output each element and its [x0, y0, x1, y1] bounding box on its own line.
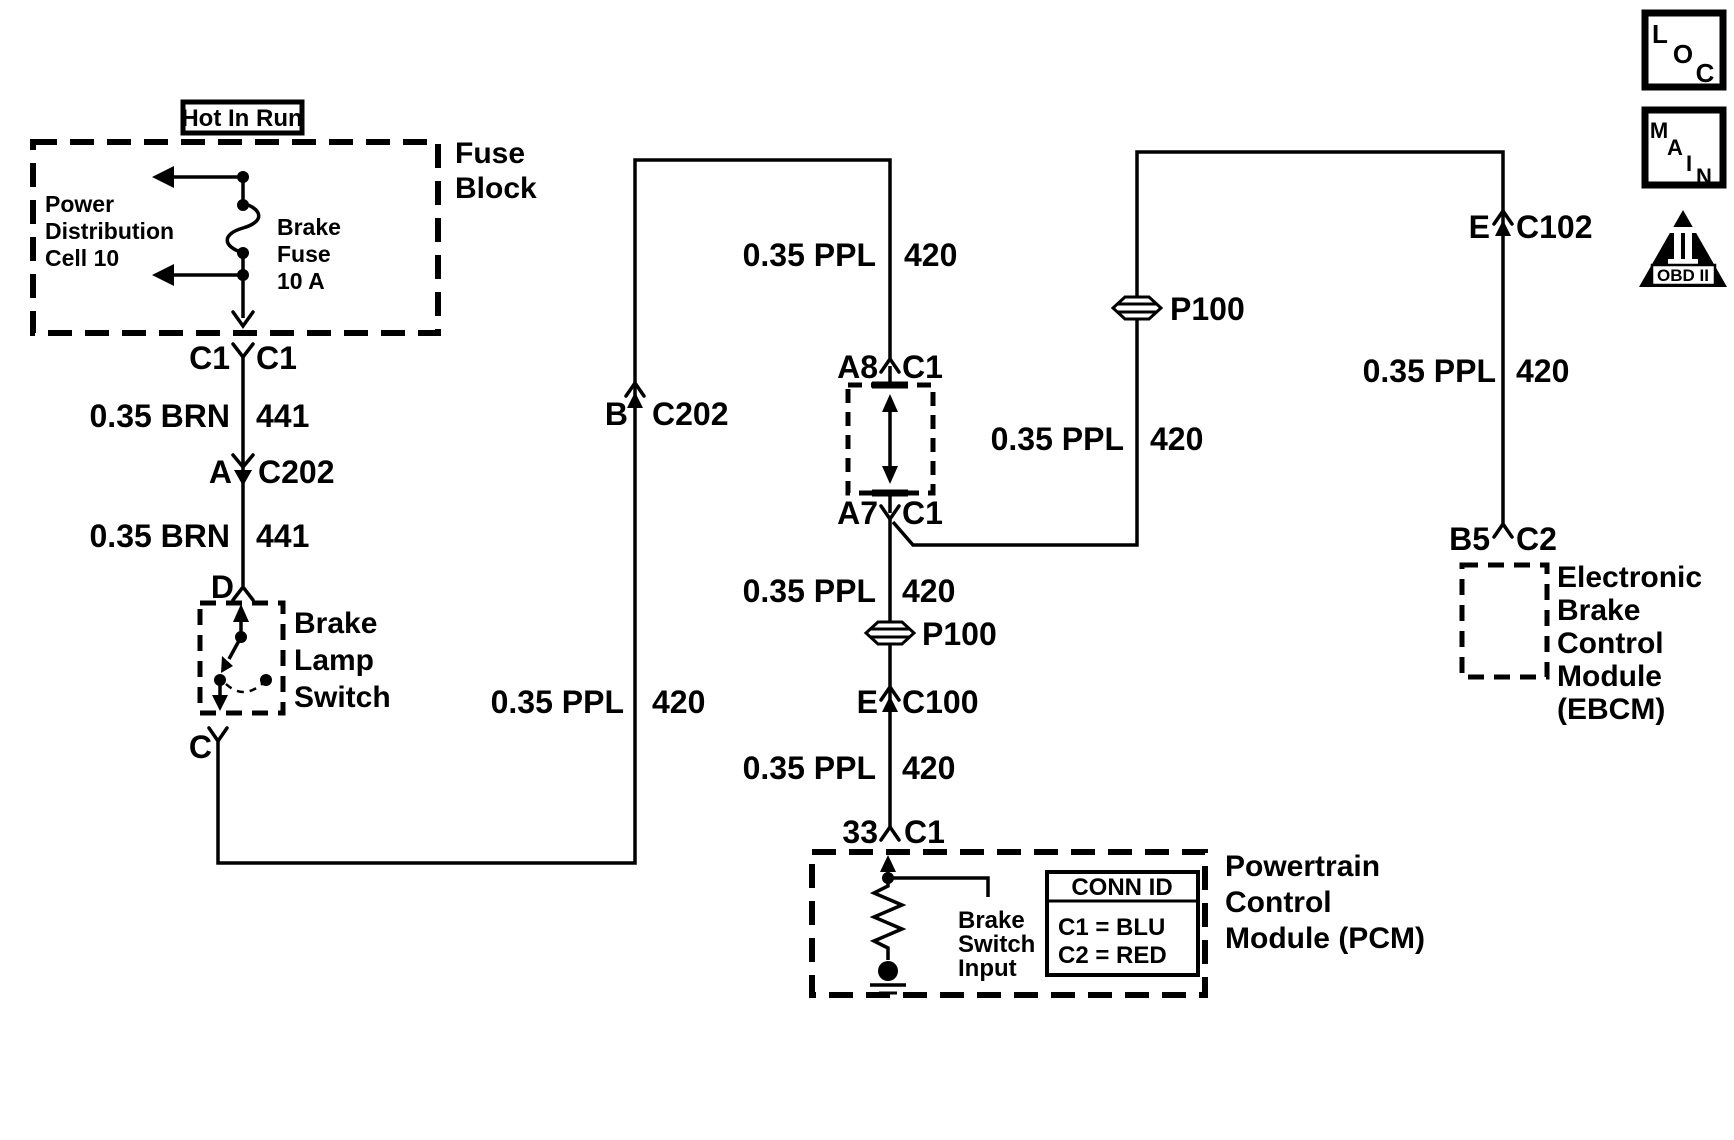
up-arrowhead-icon: [882, 696, 898, 712]
connector-pin: B: [604, 396, 628, 432]
pcm: [812, 850, 1425, 995]
up-arrowhead-icon: [627, 392, 643, 408]
connector-id: C2: [1516, 521, 1557, 557]
connector-chevron-d: [233, 587, 253, 600]
wire-label-circuit: 441: [256, 518, 310, 554]
main-letter: I: [1685, 151, 1693, 176]
connector-id: C1: [902, 349, 943, 385]
ground-dot: [878, 961, 898, 981]
fuse-block: [33, 102, 537, 333]
brake-switch-input-line2: Switch: [958, 931, 1036, 958]
obd2-pillar-icon: [1685, 233, 1692, 259]
left-arrow-icon: [152, 166, 174, 188]
main-letter: N: [1696, 164, 1712, 189]
loc-letter: L: [1652, 19, 1668, 49]
down-arrowhead-icon: [212, 695, 228, 711]
brake-fuse-line3: 10 A: [277, 268, 325, 294]
connector-pin: E: [856, 684, 878, 720]
left-branch: [90, 340, 335, 605]
ebcm-name-line3: Control: [1557, 627, 1664, 660]
junction-dot: [237, 247, 249, 259]
switch-arm: [229, 637, 241, 659]
wire-label-spec: 0.35 PPL: [490, 684, 624, 720]
connector-id: C1: [902, 495, 943, 531]
splice-label: P100: [922, 616, 997, 652]
power-distribution-line2: Distribution: [45, 218, 175, 244]
down-arrowhead-icon: [234, 470, 252, 486]
wire-label-spec: 0.35 PPL: [1362, 353, 1496, 389]
switch-pin-c: C: [188, 729, 212, 765]
wire-label-spec: 0.35 PPL: [742, 573, 876, 609]
ebcm-name-line2: Brake: [1557, 594, 1641, 627]
wire-label-circuit: 420: [904, 237, 958, 273]
obd2-pillar-icon: [1668, 227, 1698, 233]
left-arrow-icon: [152, 264, 174, 286]
connector-id: C100: [902, 684, 979, 720]
brake-lamp-switch: [189, 603, 391, 765]
wire-label-circuit: 441: [256, 398, 310, 434]
loc-letter: C: [1695, 58, 1715, 88]
up-arrowhead-icon: [882, 394, 898, 412]
pcm-name-line1: Powertrain: [1225, 850, 1381, 883]
connector-pin: A8: [837, 349, 878, 385]
switch-pin-d: D: [210, 569, 234, 605]
ebcm-name-line5: (EBCM): [1557, 693, 1666, 726]
wire-label-spec: 0.35 BRN: [89, 518, 230, 554]
connector-pin: E: [1468, 209, 1490, 245]
switch-name-line1: Brake: [294, 607, 378, 640]
switch-throw-arc: [226, 684, 262, 692]
connector-chevron-c1c1: [233, 344, 253, 357]
loc-letter: O: [1672, 39, 1694, 69]
right-branch: [991, 209, 1702, 726]
ebcm-name-line1: Electronic: [1557, 561, 1703, 594]
wire-label-circuit: 420: [1516, 353, 1570, 389]
junction-dot: [237, 199, 249, 211]
connector-chevron-33: [881, 827, 899, 840]
brake-switch-input-line1: Brake: [958, 907, 1025, 934]
down-arrowhead-icon: [882, 466, 898, 484]
connector-id: C202: [652, 396, 729, 432]
conn-id-row1: C1 = BLU: [1058, 914, 1166, 941]
wire-label-spec: 0.35 PPL: [990, 421, 1124, 457]
wire-label-circuit: 420: [902, 573, 956, 609]
wire-label-circuit: 420: [652, 684, 706, 720]
pin-label: C1: [256, 340, 297, 376]
wire-label-circuit: 420: [1150, 421, 1204, 457]
conn-id-header: CONN ID: [1071, 874, 1173, 901]
switch-name-line2: Lamp: [294, 644, 375, 677]
brake-switch-input-line3: Input: [958, 955, 1017, 982]
connector-pin: B5: [1449, 521, 1490, 557]
splice-p100-icon: [866, 622, 914, 644]
conn-id-row2: C2 = RED: [1058, 942, 1167, 969]
brake-fuse-line1: Brake: [277, 214, 341, 240]
ebcm-name-line4: Module: [1557, 660, 1662, 693]
pcm-sense-tap: [888, 878, 988, 897]
up-arrowhead-icon: [1495, 220, 1511, 236]
splice-p100-icon: [1113, 297, 1161, 319]
up-arrowhead-icon: [233, 604, 249, 622]
corner-badges: [1639, 13, 1727, 287]
connector-pin: A7: [837, 495, 878, 531]
fuse-block-name-line1: Fuse: [455, 137, 526, 170]
pin-label: C1: [189, 340, 230, 376]
obd2-label: OBD II: [1657, 266, 1709, 285]
wire-ppl-420-branch: [893, 152, 1503, 545]
wire-label-spec: 0.35 PPL: [742, 750, 876, 786]
brake-fuse-line2: Fuse: [277, 241, 331, 267]
pcm-name-line3: Module (PCM): [1225, 922, 1425, 955]
wire-label-circuit: 420: [902, 750, 956, 786]
junction-dot: [237, 171, 249, 183]
switch-name-line3: Switch: [294, 681, 391, 714]
main-letter: A: [1667, 135, 1683, 160]
connector-chevron-b5: [1494, 524, 1512, 537]
pcm-name-line2: Control: [1225, 886, 1332, 919]
fuse-block-name-line2: Block: [455, 172, 537, 205]
connector-pin: 33: [842, 814, 878, 850]
obd2-pillar-icon: [1674, 233, 1681, 259]
junction-dot: [237, 269, 249, 281]
connector-pin: A: [208, 454, 232, 490]
ebcm-outline: [1462, 565, 1547, 677]
hot-in-run-label: Hot In Run: [181, 105, 303, 132]
resistor-icon: [874, 880, 902, 960]
connector-id: C1: [904, 814, 945, 850]
ppl-420-run: [218, 152, 1503, 863]
up-arrowhead-icon: [880, 855, 896, 872]
connector-id: C202: [258, 454, 335, 490]
wire-label-spec: 0.35 PPL: [742, 237, 876, 273]
splice-label: P100: [1170, 291, 1245, 327]
power-distribution-line3: Cell 10: [45, 245, 120, 271]
main-letter: M: [1649, 118, 1669, 143]
wire-label-spec: 0.35 BRN: [89, 398, 230, 434]
connector-id: C102: [1516, 209, 1593, 245]
power-distribution-line1: Power: [45, 191, 115, 217]
